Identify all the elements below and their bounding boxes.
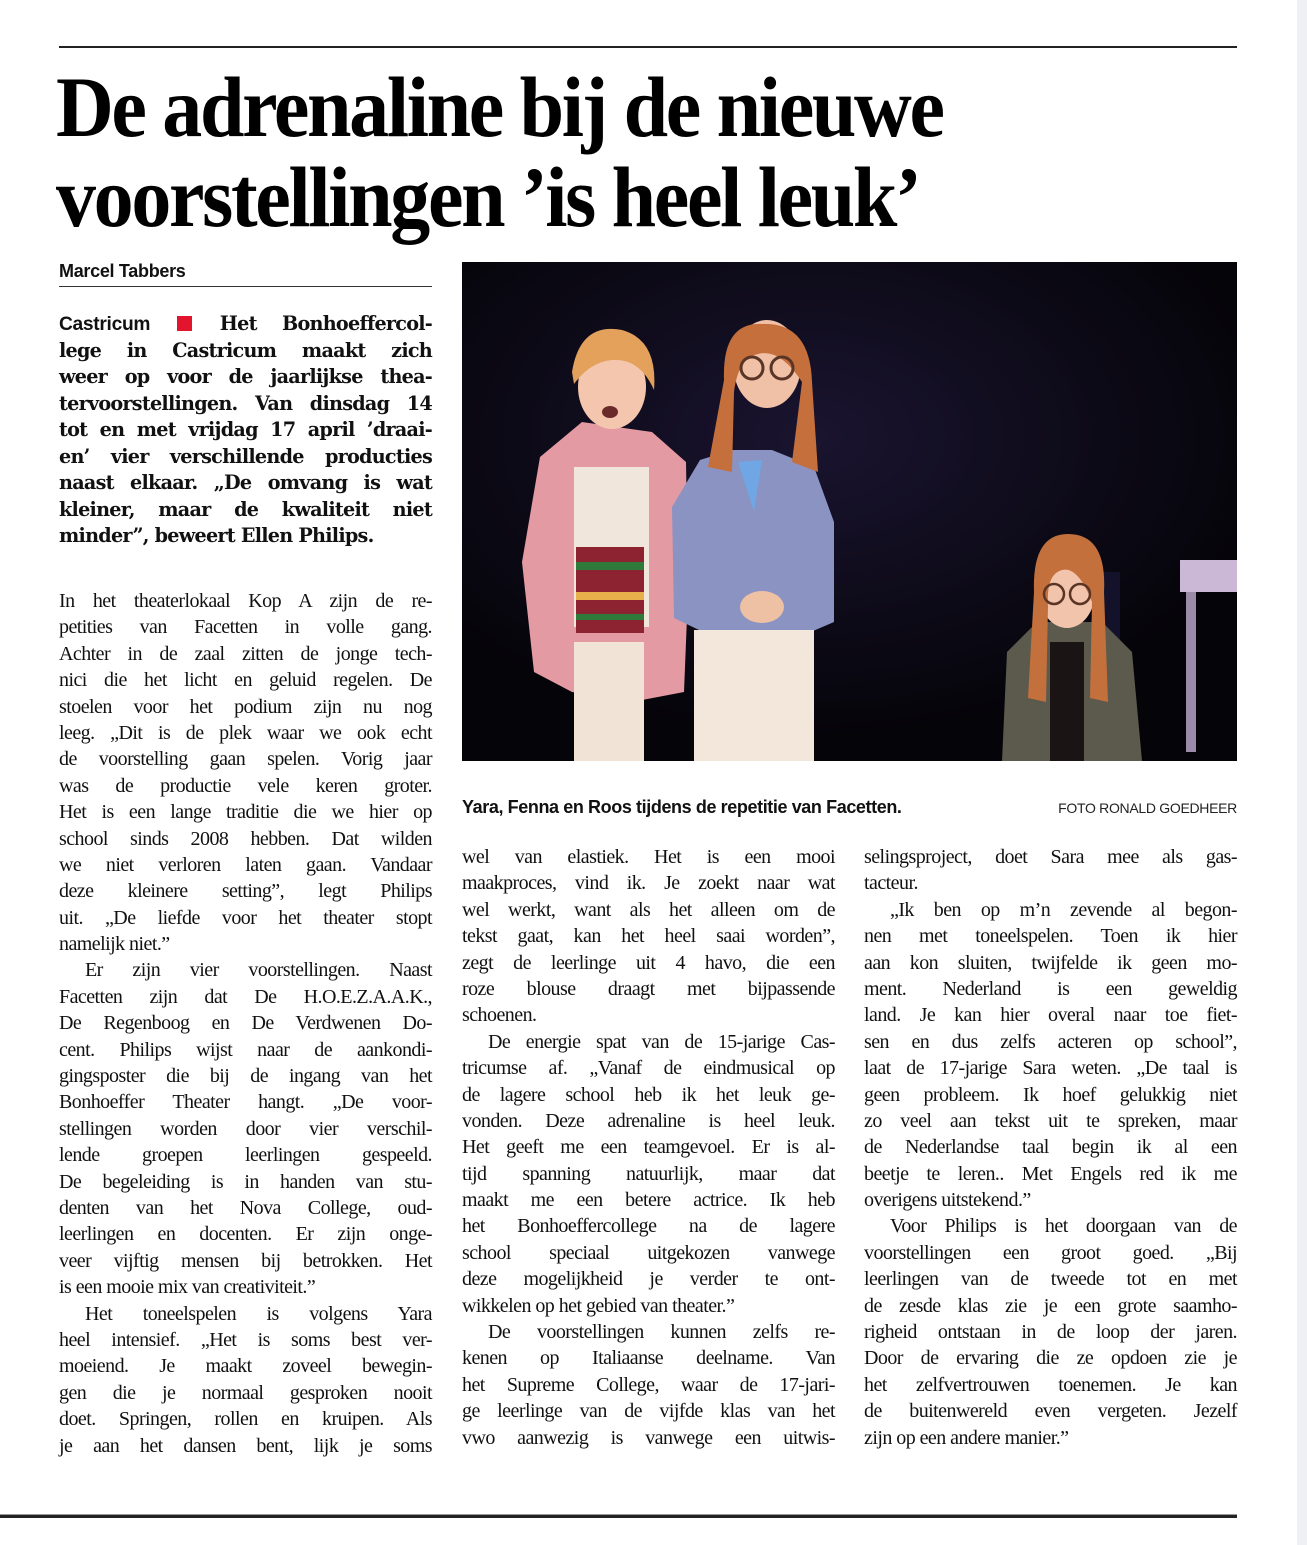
body-line: namelijk niet.” xyxy=(59,933,170,956)
body-line: wikkelen op het gebied van theater.” xyxy=(462,1294,735,1317)
intro-line: weer op voor de jaarlijkse thea- xyxy=(59,365,432,388)
body-line: de Nederlandse taal begin ik al een xyxy=(864,1136,1237,1159)
body-line: De energie spat van de 15-jarige Cas- xyxy=(488,1030,835,1053)
body-line: schoenen. xyxy=(462,1004,537,1027)
intro-line: lege in Castricum maakt zich xyxy=(59,338,432,362)
headline-line: De adrenaline bij de nieuwe xyxy=(56,59,943,155)
body-line: aan kon sluiten, twijfelde ik geen mo- xyxy=(864,951,1237,974)
body-line: Door de ervaring die ze opdoen zie je xyxy=(864,1347,1237,1370)
body-line: nen met toneelspelen. Toen ik hier xyxy=(864,925,1237,948)
body-line: het zelfvertrouwen toenemen. Je kan xyxy=(864,1373,1237,1396)
body-line: De Regenboog en De Verdwenen Do- xyxy=(59,1012,432,1035)
intro-line: tot en met vrijdag 17 april ’draai- xyxy=(59,418,432,441)
body-line: „Ik ben op m’n zevende al begon- xyxy=(890,898,1237,921)
body-line: zo veel aan tekst uit te spreken, maar xyxy=(864,1109,1237,1132)
red-square-marker xyxy=(177,316,192,331)
body-line: lende groepen leerlingen gespeeld. xyxy=(59,1144,432,1167)
body-line: Het geeft me een teamgevoel. Er is al- xyxy=(462,1136,835,1159)
body-line: veer vijftig mensen bij betrokken. Het xyxy=(59,1249,432,1272)
body-line: zijn op een andere manier.” xyxy=(864,1426,1069,1449)
body-line: Het is een lange traditie die we hier op xyxy=(59,801,432,824)
body-line: Er zijn vier voorstellingen. Naast xyxy=(85,959,432,982)
intro-line: en’ vier verschillende producties xyxy=(59,444,432,468)
headline-line: voorstellingen ’is heel leuk’ xyxy=(56,149,920,245)
body-line: stoelen voor het podium zijn nu nog xyxy=(59,695,432,718)
intro-line: kleiner, maar de kwaliteit niet xyxy=(59,497,432,521)
body-line: tijd spanning natuurlijk, maar dat xyxy=(462,1162,835,1185)
body-line: je aan het dansen bent, lijk je soms xyxy=(59,1434,432,1457)
intro-line-first xyxy=(59,311,432,338)
body-line: moeiend. Je maakt zoveel bewegin- xyxy=(59,1355,432,1378)
body-line: de voorstelling gaan spelen. Vorig jaar xyxy=(59,748,432,771)
photo-caption xyxy=(462,797,1237,821)
body-line: Voor Philips is het doorgaan van de xyxy=(890,1215,1237,1238)
top-rule xyxy=(59,46,1237,48)
body-line: voorstellingen een groot goed. „Bij xyxy=(864,1241,1237,1264)
page-edge-strip xyxy=(1297,0,1307,1545)
body-line: ment. Nederland is een geweldig xyxy=(864,977,1237,1000)
body-line: de lagere school heb ik het leuk ge- xyxy=(462,1083,835,1106)
body-line: wel van elastiek. Het is een mooi xyxy=(462,846,835,868)
body-line: zegt de leerlinge uit 4 havo, die een xyxy=(462,951,835,974)
body-line: selingsproject, doet Sara mee als gas- xyxy=(864,846,1237,868)
body-line: we niet verloren laten gaan. Vandaar xyxy=(59,853,432,876)
body-line: leerlingen en docenten. Er zijn onge- xyxy=(59,1223,432,1246)
photo-illustration xyxy=(462,262,1237,761)
body-line: righeid ontstaan in de loop der jaren. xyxy=(864,1321,1237,1344)
body-line: de buitenwereld even vergeten. Jezelf xyxy=(864,1400,1237,1423)
body-line: De begeleiding is in handen van stu- xyxy=(59,1170,432,1193)
body-line: deze kleinere setting”, legt Philips xyxy=(59,880,432,903)
dateline: Castricum xyxy=(59,314,151,335)
photo-credit: FOTO RONALD GOEDHEER xyxy=(1058,800,1237,816)
body-line: leeg. „Dit is de plek waar we ook echt xyxy=(59,721,432,744)
body-line: school speciaal uitgekozen vanwege xyxy=(462,1241,835,1264)
body-line: wel werkt, want als het alleen om de xyxy=(462,898,835,921)
body-line: school sinds 2008 hebben. Dat wilden xyxy=(59,827,432,850)
body-line: nici die het licht en geluid regelen. De xyxy=(59,669,432,692)
body-column-2 xyxy=(462,844,835,1451)
body-line: doet. Springen, rollen en kruipen. Als xyxy=(59,1408,432,1431)
body-line: tacteur. xyxy=(864,872,918,895)
body-line: het Bonhoeffercollege na de lagere xyxy=(462,1215,835,1238)
body-line: gen die je normaal gesproken nooit xyxy=(59,1381,432,1404)
body-line: geen probleem. Ik hoef gelukkig niet xyxy=(864,1083,1237,1106)
body-line: vwo aanwezig is vanwege een uitwis- xyxy=(462,1426,835,1449)
body-line: roze blouse draagt met bijpassende xyxy=(462,977,835,1000)
body-line: overigens uitstekend.” xyxy=(864,1189,1031,1212)
body-column-1 xyxy=(59,588,432,1459)
body-column-3 xyxy=(864,844,1237,1451)
body-line: land. Je kan hier overal naar toe fiet- xyxy=(864,1004,1237,1027)
headline xyxy=(56,59,1163,245)
body-line: de zesde klas zie je een grote saamho- xyxy=(864,1294,1237,1317)
body-line: het Supreme College, waar de 17-jari- xyxy=(462,1373,835,1396)
body-line: heel intensief. „Het is soms best ver- xyxy=(59,1328,432,1351)
intro-line: naast elkaar. „De omvang is wat xyxy=(59,471,432,494)
body-line: Het toneelspelen is volgens Yara xyxy=(85,1302,432,1325)
body-line: petities van Facetten in volle gang. xyxy=(59,616,432,639)
body-line: uit. „De liefde voor het theater stopt xyxy=(59,906,432,929)
body-line: is een mooie mix van creativiteit.” xyxy=(59,1276,316,1299)
body-line: sen en dus zelfs acteren op school”, xyxy=(864,1030,1237,1053)
intro-line: tervoorstellingen. Van dinsdag 14 xyxy=(59,391,432,415)
body-line: Bonhoeffer Theater hangt. „De voor- xyxy=(59,1091,432,1114)
body-line: denten van het Nova College, oud- xyxy=(59,1196,432,1219)
body-line: laat de 17-jarige Sara weten. „De taal is xyxy=(864,1057,1237,1080)
body-line: De voorstellingen kunnen zelfs re- xyxy=(488,1321,835,1344)
body-line: Achter in de zaal zitten de jonge tech- xyxy=(59,642,432,665)
body-line: tricumse af. „Vanaf de eindmusical op xyxy=(462,1057,835,1080)
article-photo xyxy=(462,262,1237,761)
body-line: In het theaterlokaal Kop A zijn de re- xyxy=(59,590,432,612)
body-line: stellingen worden door vier verschil- xyxy=(59,1117,432,1140)
body-line: Facetten zijn dat De H.O.E.Z.A.A.K., xyxy=(59,985,432,1008)
body-line: was de productie vele keren groter. xyxy=(59,774,432,797)
intro-paragraph xyxy=(59,311,432,550)
body-line: kenen op Italiaanse deelname. Van xyxy=(462,1347,835,1370)
bottom-rule xyxy=(0,1514,1237,1518)
intro-line: minder”, beweert Ellen Philips. xyxy=(59,524,374,547)
body-line: leerlingen van de tweede tot en met xyxy=(864,1268,1237,1291)
caption-text: Yara, Fenna en Roos tijdens de repetitie van Facetten. xyxy=(462,797,902,817)
body-line: tekst gaat, kan het heel saai worden”, xyxy=(462,925,835,948)
byline: Marcel Tabbers xyxy=(59,259,432,287)
intro-line: Het Bonhoeffercol- xyxy=(219,312,432,335)
body-line: vonden. Deze adrenaline is heel leuk. xyxy=(462,1109,835,1132)
body-line: ge leerlinge van de vijfde klas van het xyxy=(462,1400,835,1423)
body-line: beetje te leren.. Met Engels red ik me xyxy=(864,1162,1237,1185)
body-line: cent. Philips wijst naar de aankondi- xyxy=(59,1038,432,1061)
body-line: maakproces, vind ik. Je zoekt naar wat xyxy=(462,872,835,895)
body-line: deze mogelijkheid je verder te ont- xyxy=(462,1268,835,1291)
body-line: gingsposter die bij de ingang van het xyxy=(59,1065,432,1088)
body-line: maakt me een betere actrice. Ik heb xyxy=(462,1189,835,1212)
